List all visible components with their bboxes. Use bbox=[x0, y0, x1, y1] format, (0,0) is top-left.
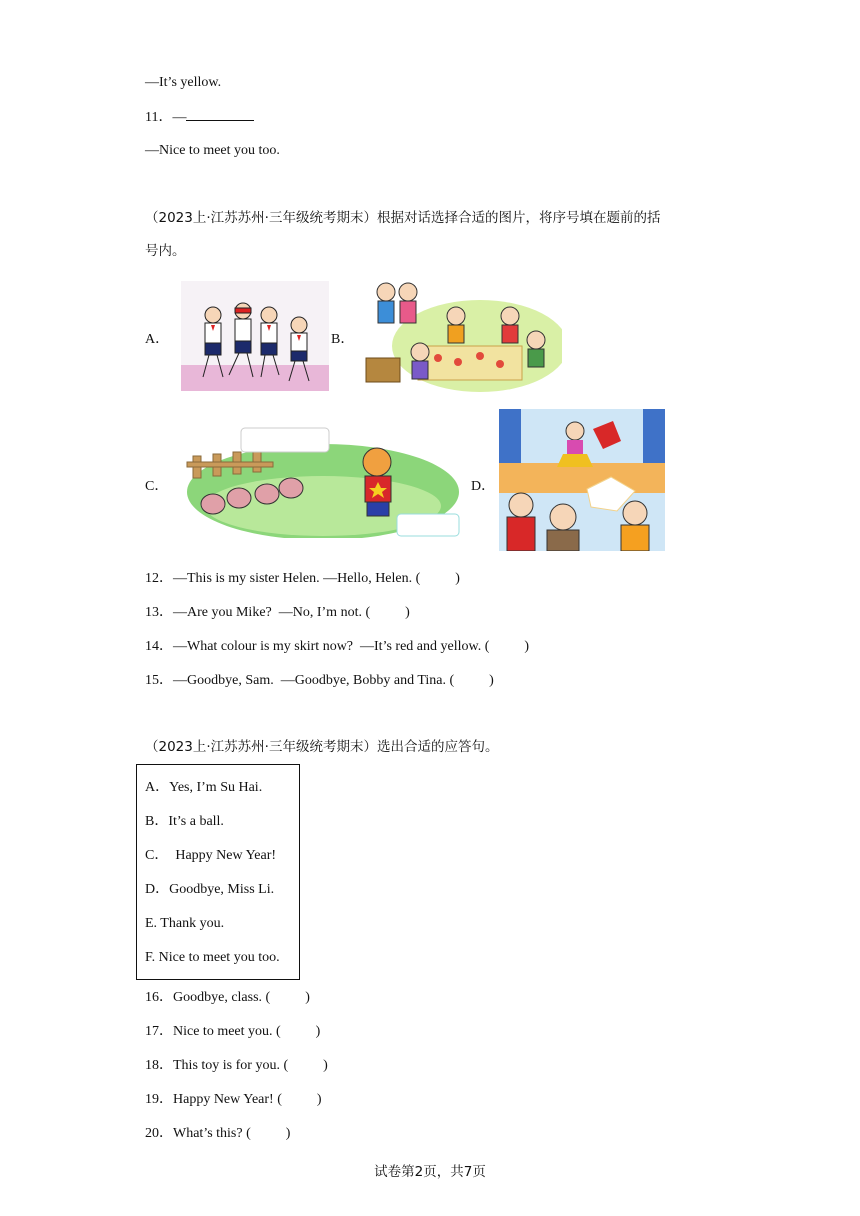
choice-f: F. Nice to meet you too. bbox=[145, 950, 280, 965]
choice-a: A．Yes, I’m Su Hai. bbox=[145, 780, 263, 795]
option-b-label: B． bbox=[331, 332, 355, 347]
question-17: 17．Nice to meet you. ( ) bbox=[145, 1024, 321, 1039]
question-15: 15．—Goodbye, Sam. —Goodbye, Bobby and Tina. ( ) bbox=[145, 673, 494, 688]
question-20: 20．What’s this? ( ) bbox=[145, 1126, 291, 1141]
page-footer: 试卷第2页，共7页 bbox=[374, 1164, 486, 1180]
choice-b: B．It’s a ball. bbox=[145, 814, 224, 829]
question-16: 16．Goodbye, class. ( ) bbox=[145, 990, 310, 1005]
option-a-label: A． bbox=[145, 332, 170, 347]
picture-children-playing-game bbox=[181, 281, 329, 391]
question-11-number: 11．— bbox=[145, 110, 187, 125]
section2-heading: （2023上·江苏苏州·三年级统考期末）选出合适的应答句。 bbox=[145, 739, 499, 755]
question-11-reply: —Nice to meet you too. bbox=[145, 143, 280, 158]
question-19: 19．Happy New Year! ( ) bbox=[145, 1092, 322, 1107]
question-14: 14．—What colour is my skirt now? —It’s red and yellow. ( ) bbox=[145, 639, 530, 654]
picture-cat-and-mice bbox=[183, 422, 461, 538]
question-18: 18．This toy is for you. ( ) bbox=[145, 1058, 328, 1073]
question-11-answer-blank[interactable] bbox=[186, 108, 254, 121]
option-c-label: C． bbox=[145, 479, 169, 494]
answer-line-yellow: —It’s yellow. bbox=[145, 75, 222, 90]
choice-e: E. Thank you. bbox=[145, 916, 225, 931]
picture-girl-dancing-on-stage bbox=[499, 409, 665, 551]
question-13: 13．—Are you Mike? —No, I’m not. ( ) bbox=[145, 605, 410, 620]
choice-d: D．Goodbye, Miss Li. bbox=[145, 882, 275, 897]
picture-picnic bbox=[360, 276, 562, 394]
choice-c: C． Happy New Year! bbox=[145, 848, 277, 863]
question-12: 12．—This is my sister Helen. —Hello, Helen. ( ) bbox=[145, 571, 460, 586]
section1-heading-line1: （2023上·江苏苏州·三年级统考期末）根据对话选择合适的图片，将序号填在题前的括 bbox=[145, 210, 661, 226]
question-11 bbox=[145, 108, 254, 127]
option-d-label: D． bbox=[471, 479, 496, 494]
section1-heading-line2: 号内。 bbox=[145, 243, 186, 259]
